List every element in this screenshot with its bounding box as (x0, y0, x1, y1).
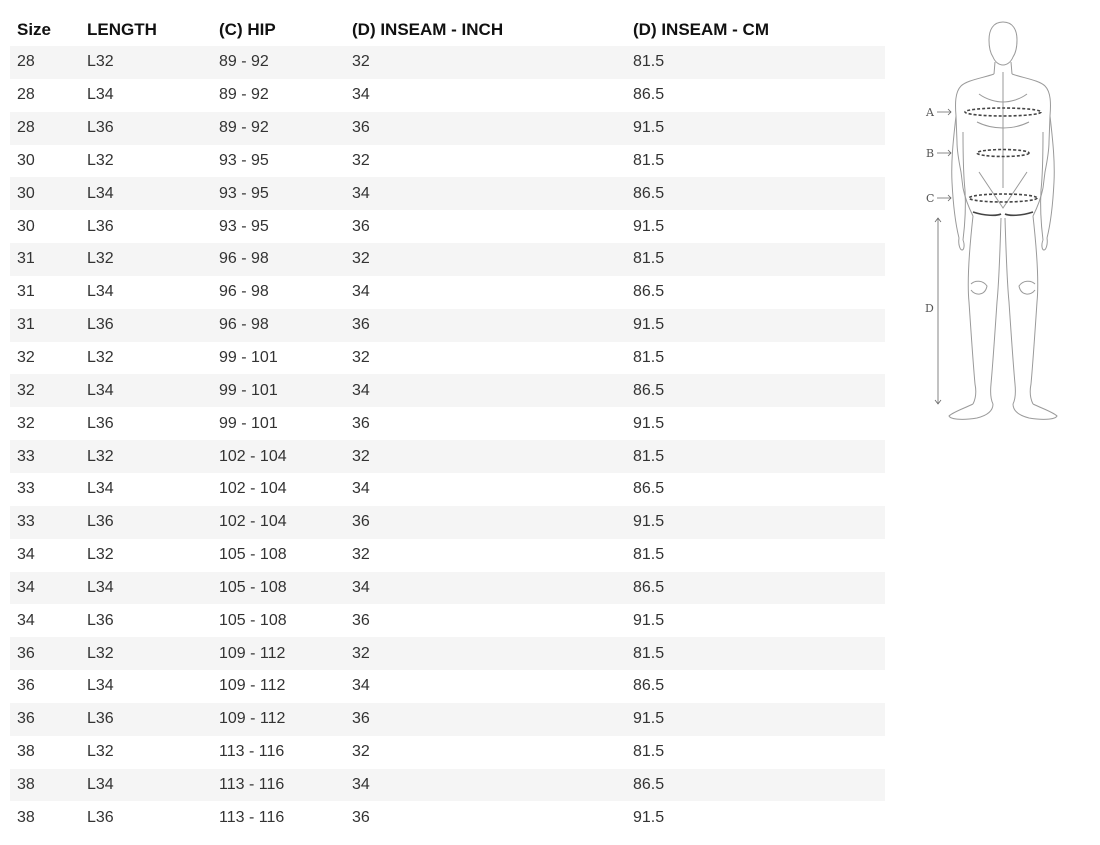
cell-hip: 113 - 116 (212, 736, 345, 769)
cell-hip: 96 - 98 (212, 243, 345, 276)
cell-size: 31 (10, 276, 80, 309)
cell-hip: 96 - 98 (212, 309, 345, 342)
cell-size: 38 (10, 769, 80, 802)
cell-inseam-cm: 91.5 (626, 604, 885, 637)
size-chart-table (10, 14, 885, 834)
cell-inseam-cm: 81.5 (626, 145, 885, 178)
cell-inseam-inch: 34 (345, 276, 626, 309)
cell-length: L32 (80, 243, 212, 276)
cell-length: L34 (80, 670, 212, 703)
band-inseam-top (973, 212, 1033, 215)
table-row (10, 276, 885, 309)
cell-size: 32 (10, 374, 80, 407)
header-length: LENGTH (87, 20, 157, 39)
cell-hip: 93 - 95 (212, 177, 345, 210)
marker-b-label: B (926, 147, 935, 160)
table-row (10, 801, 885, 834)
cell-hip: 89 - 92 (212, 46, 345, 79)
cell-length: L32 (80, 46, 212, 79)
cell-inseam-cm: 86.5 (626, 79, 885, 112)
cell-hip: 89 - 92 (212, 79, 345, 112)
cell-length: L34 (80, 276, 212, 309)
cell-inseam-cm: 86.5 (626, 374, 885, 407)
cell-length: L32 (80, 145, 212, 178)
body-measurement-figure (905, 12, 1095, 432)
table-row (10, 703, 885, 736)
cell-size: 33 (10, 506, 80, 539)
cell-length: L34 (80, 79, 212, 112)
cell-length: L32 (80, 440, 212, 473)
cell-size: 36 (10, 637, 80, 670)
cell-hip: 93 - 95 (212, 210, 345, 243)
cell-inseam-cm: 86.5 (626, 473, 885, 506)
cell-inseam-cm: 86.5 (626, 572, 885, 605)
cell-size: 38 (10, 736, 80, 769)
table-row (10, 539, 885, 572)
header-row (10, 14, 885, 46)
cell-size: 36 (10, 670, 80, 703)
cell-length: L32 (80, 736, 212, 769)
cell-size: 34 (10, 572, 80, 605)
cell-inseam-inch: 32 (345, 539, 626, 572)
cell-inseam-cm: 91.5 (626, 210, 885, 243)
marker-arrows (935, 109, 951, 404)
cell-hip: 102 - 104 (212, 506, 345, 539)
cell-length: L36 (80, 604, 212, 637)
body-outline (949, 22, 1057, 419)
cell-hip: 99 - 101 (212, 407, 345, 440)
table-row (10, 473, 885, 506)
cell-inseam-cm: 81.5 (626, 539, 885, 572)
cell-length: L36 (80, 309, 212, 342)
marker-a-label: A (926, 106, 934, 119)
cell-size: 33 (10, 440, 80, 473)
table-row (10, 769, 885, 802)
cell-length: L34 (80, 374, 212, 407)
cell-inseam-cm: 91.5 (626, 506, 885, 539)
cell-length: L34 (80, 177, 212, 210)
cell-inseam-inch: 36 (345, 801, 626, 834)
cell-inseam-inch: 36 (345, 309, 626, 342)
cell-inseam-cm: 81.5 (626, 46, 885, 79)
cell-hip: 109 - 112 (212, 670, 345, 703)
table-header (10, 14, 885, 46)
table-row (10, 440, 885, 473)
cell-inseam-cm: 91.5 (626, 801, 885, 834)
cell-inseam-cm: 91.5 (626, 112, 885, 145)
inseam-arrow (935, 218, 941, 404)
cell-length: L36 (80, 407, 212, 440)
cell-inseam-inch: 32 (345, 440, 626, 473)
cell-size: 28 (10, 46, 80, 79)
cell-size: 32 (10, 342, 80, 375)
header-hip: (C) HIP (219, 20, 276, 39)
cell-hip: 89 - 92 (212, 112, 345, 145)
table-row (10, 670, 885, 703)
cell-inseam-inch: 32 (345, 243, 626, 276)
table-row (10, 210, 885, 243)
cell-hip: 96 - 98 (212, 276, 345, 309)
cell-length: L36 (80, 801, 212, 834)
cell-inseam-inch: 34 (345, 769, 626, 802)
cell-inseam-inch: 36 (345, 506, 626, 539)
cell-length: L34 (80, 769, 212, 802)
cell-inseam-cm: 81.5 (626, 342, 885, 375)
cell-inseam-cm: 91.5 (626, 703, 885, 736)
cell-size: 30 (10, 177, 80, 210)
header-size: Size (17, 20, 52, 39)
cell-hip: 109 - 112 (212, 637, 345, 670)
cell-hip: 109 - 112 (212, 703, 345, 736)
cell-hip: 105 - 108 (212, 604, 345, 637)
table-body (10, 46, 885, 834)
cell-size: 28 (10, 79, 80, 112)
cell-inseam-inch: 36 (345, 210, 626, 243)
cell-inseam-inch: 36 (345, 604, 626, 637)
table-row (10, 243, 885, 276)
cell-size: 28 (10, 112, 80, 145)
cell-inseam-cm: 81.5 (626, 637, 885, 670)
cell-hip: 113 - 116 (212, 801, 345, 834)
cell-inseam-inch: 34 (345, 374, 626, 407)
cell-size: 30 (10, 210, 80, 243)
table-row (10, 177, 885, 210)
cell-length: L32 (80, 637, 212, 670)
cell-inseam-cm: 86.5 (626, 276, 885, 309)
header-inseam-inch: (D) INSEAM - INCH (352, 20, 504, 39)
cell-hip: 105 - 108 (212, 539, 345, 572)
cell-inseam-inch: 34 (345, 473, 626, 506)
table-row (10, 374, 885, 407)
cell-inseam-cm: 91.5 (626, 309, 885, 342)
cell-hip: 102 - 104 (212, 440, 345, 473)
cell-length: L34 (80, 572, 212, 605)
cell-inseam-cm: 81.5 (626, 243, 885, 276)
cell-inseam-inch: 36 (345, 112, 626, 145)
cell-hip: 93 - 95 (212, 145, 345, 178)
cell-inseam-inch: 32 (345, 736, 626, 769)
cell-hip: 102 - 104 (212, 473, 345, 506)
table-row (10, 79, 885, 112)
cell-size: 31 (10, 243, 80, 276)
cell-hip: 105 - 108 (212, 572, 345, 605)
cell-size: 31 (10, 309, 80, 342)
cell-size: 34 (10, 604, 80, 637)
cell-inseam-inch: 32 (345, 342, 626, 375)
header-inseam-cm: (D) INSEAM - CM (633, 20, 769, 39)
cell-size: 30 (10, 145, 80, 178)
table-row (10, 572, 885, 605)
cell-hip: 99 - 101 (212, 374, 345, 407)
cell-size: 32 (10, 407, 80, 440)
cell-inseam-inch: 36 (345, 407, 626, 440)
cell-size: 36 (10, 703, 80, 736)
cell-inseam-cm: 86.5 (626, 670, 885, 703)
table-row (10, 342, 885, 375)
table-row (10, 604, 885, 637)
table-row (10, 736, 885, 769)
cell-size: 38 (10, 801, 80, 834)
cell-inseam-inch: 34 (345, 670, 626, 703)
cell-length: L32 (80, 342, 212, 375)
cell-inseam-cm: 86.5 (626, 177, 885, 210)
marker-c-label: C (926, 192, 935, 205)
cell-length: L36 (80, 506, 212, 539)
table-row (10, 637, 885, 670)
cell-inseam-inch: 36 (345, 703, 626, 736)
cell-inseam-cm: 81.5 (626, 736, 885, 769)
cell-inseam-inch: 32 (345, 46, 626, 79)
table-row (10, 112, 885, 145)
marker-d-label: D (925, 302, 934, 315)
table-row (10, 145, 885, 178)
cell-inseam-cm: 81.5 (626, 440, 885, 473)
band-c (969, 194, 1037, 202)
cell-inseam-cm: 91.5 (626, 407, 885, 440)
table-row (10, 506, 885, 539)
table-row (10, 46, 885, 79)
body-outline-illustration (905, 12, 1095, 432)
cell-length: L36 (80, 112, 212, 145)
cell-length: L36 (80, 703, 212, 736)
cell-hip: 113 - 116 (212, 769, 345, 802)
cell-inseam-inch: 34 (345, 572, 626, 605)
cell-inseam-inch: 32 (345, 145, 626, 178)
cell-length: L32 (80, 539, 212, 572)
cell-hip: 99 - 101 (212, 342, 345, 375)
cell-inseam-inch: 34 (345, 79, 626, 112)
cell-inseam-inch: 32 (345, 637, 626, 670)
cell-length: L34 (80, 473, 212, 506)
cell-size: 33 (10, 473, 80, 506)
table-row (10, 309, 885, 342)
cell-inseam-cm: 86.5 (626, 769, 885, 802)
cell-size: 34 (10, 539, 80, 572)
cell-length: L36 (80, 210, 212, 243)
table-row (10, 407, 885, 440)
cell-inseam-inch: 34 (345, 177, 626, 210)
